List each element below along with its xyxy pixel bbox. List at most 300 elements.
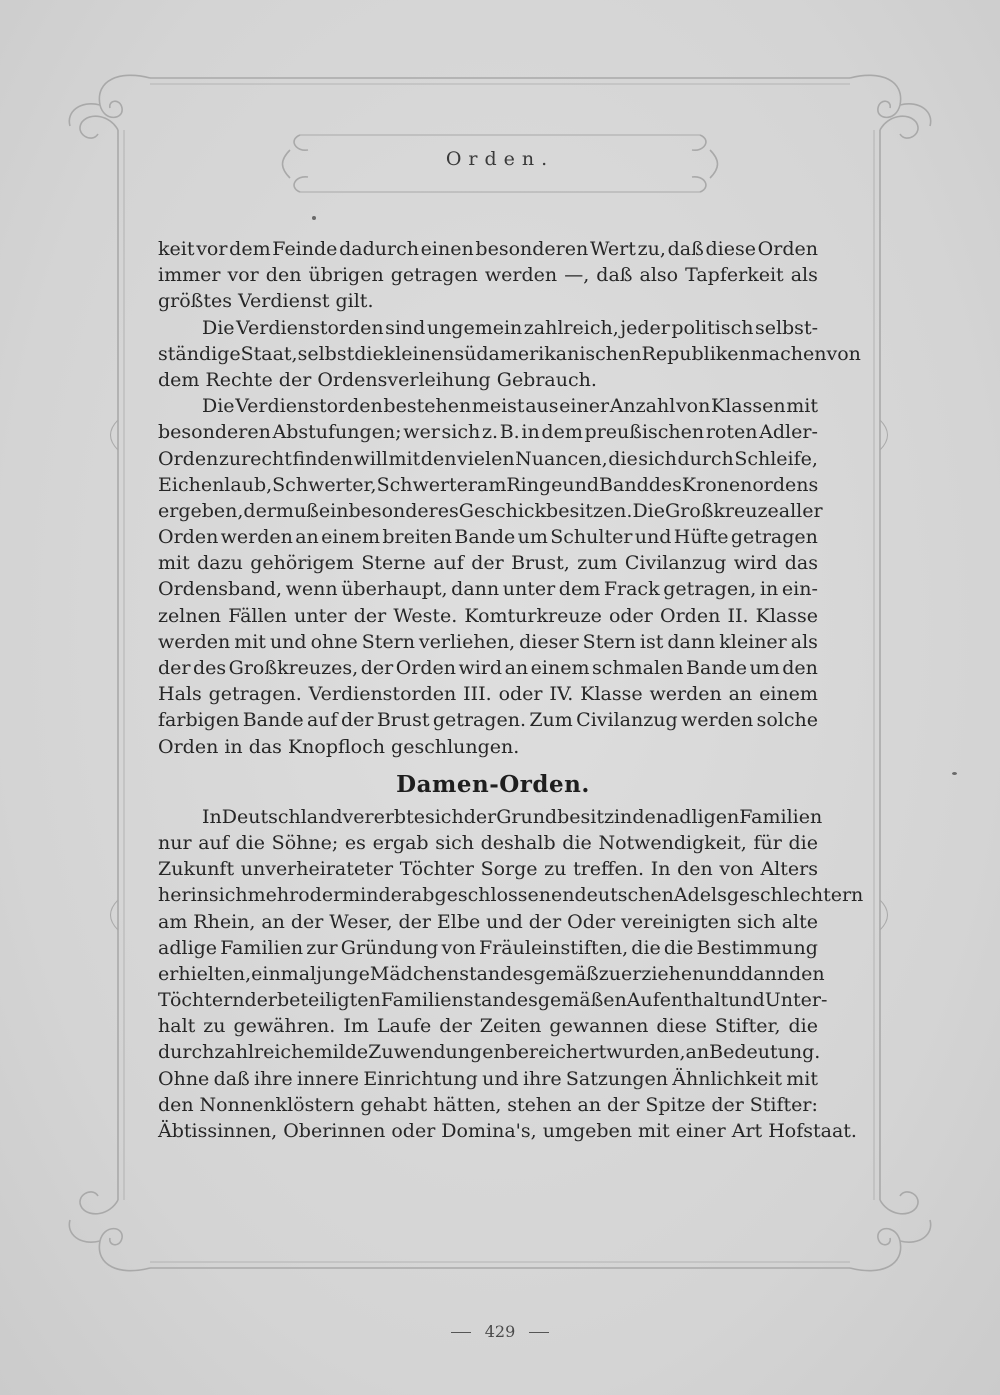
- word: Grundbesitz: [496, 805, 614, 828]
- word: werden: [649, 683, 722, 706]
- word: von: [441, 936, 476, 959]
- word: Kronenordens: [681, 473, 819, 496]
- word: In: [202, 805, 222, 828]
- text-line: [158, 882, 864, 908]
- text-line: [158, 550, 818, 576]
- text-line: [158, 341, 861, 367]
- word: auf: [198, 831, 229, 854]
- word: werden: [220, 526, 293, 549]
- word: Aufenthalt: [626, 989, 729, 1012]
- word: Zeiten: [479, 1015, 542, 1038]
- word: selbst-: [754, 316, 818, 339]
- word: Wert: [589, 238, 636, 260]
- word: gehabt: [360, 1093, 428, 1116]
- text-line: [158, 1013, 818, 1039]
- word: übrigen: [308, 264, 384, 287]
- word: Fällen: [228, 604, 288, 627]
- word: den: [782, 657, 818, 679]
- word: Ringe: [506, 473, 563, 496]
- word: also: [639, 264, 679, 287]
- word: Großkreuzes,: [228, 657, 359, 679]
- word: alte: [781, 910, 818, 933]
- word: besonderes: [348, 499, 459, 522]
- word: Alters: [760, 858, 818, 881]
- text-line: [158, 419, 818, 445]
- text-line: [158, 681, 818, 707]
- text-line: [158, 524, 818, 550]
- word: Schleife,: [734, 447, 818, 470]
- word: an: [577, 1093, 602, 1116]
- word: B.: [499, 421, 520, 444]
- word: gewähren.: [233, 1015, 336, 1038]
- word: der: [360, 657, 394, 679]
- word: sich: [424, 805, 464, 828]
- word: kleinen: [383, 342, 455, 365]
- word: milde: [314, 1041, 369, 1064]
- word: mehr: [247, 884, 299, 907]
- word: die: [354, 342, 384, 365]
- word: überhaupt,: [341, 578, 448, 601]
- word: her: [158, 884, 191, 907]
- word: auf: [433, 552, 464, 575]
- word: Frack: [603, 578, 660, 601]
- word: treffen.: [573, 858, 645, 881]
- word: der: [243, 499, 276, 522]
- word: die: [562, 831, 592, 854]
- text-line: [158, 498, 823, 524]
- word: beteiligten: [276, 989, 381, 1012]
- word: die: [235, 831, 265, 854]
- word: zur: [306, 936, 338, 959]
- word: Orden: [158, 526, 219, 549]
- word: den: [158, 1093, 194, 1116]
- word: dieser: [519, 630, 579, 653]
- word: Ähnlichkeit: [672, 1067, 782, 1090]
- print-speck: [952, 772, 957, 775]
- word: von: [826, 342, 861, 365]
- word: südamerikanischen: [454, 342, 642, 365]
- word: sich: [208, 884, 248, 907]
- word: einer: [559, 395, 610, 418]
- text-line: [158, 262, 818, 288]
- word: zahlreiche: [214, 1041, 315, 1064]
- text-line: [158, 830, 818, 856]
- word: preußischen: [584, 421, 705, 444]
- text-line: [158, 804, 823, 830]
- word: Brust,: [511, 552, 570, 575]
- word: vor: [227, 264, 259, 287]
- word: Eichenlaub,: [158, 473, 273, 496]
- word: Band: [599, 473, 649, 496]
- word: unverheirateter: [240, 858, 394, 881]
- text-line: [158, 393, 818, 419]
- word: selbst: [297, 342, 355, 365]
- word: Oder: [567, 910, 616, 933]
- word: Deutschland: [221, 805, 343, 828]
- word: um: [749, 657, 780, 679]
- word: standesgemäßen: [463, 989, 627, 1012]
- word: ergeben,: [158, 499, 244, 522]
- word: jeder: [620, 316, 670, 339]
- word: z.: [481, 421, 498, 444]
- word: Weste.: [393, 604, 458, 627]
- dash-left: [451, 1332, 471, 1333]
- word: Zuwendungen: [368, 1041, 506, 1064]
- word: gehörigem: [250, 552, 354, 575]
- word: der: [290, 910, 324, 933]
- word: den: [265, 264, 302, 287]
- word: als: [790, 630, 818, 653]
- word: getragen: [390, 264, 478, 287]
- text-line: [158, 935, 818, 961]
- word: diese: [705, 238, 756, 260]
- word: ein-: [781, 578, 818, 601]
- word: vor: [196, 238, 228, 260]
- word: Orden: [395, 657, 456, 679]
- word: zu: [544, 858, 567, 881]
- word: das: [784, 552, 818, 575]
- text-line: [158, 446, 818, 472]
- word: dann: [451, 578, 500, 601]
- word: mit: [786, 395, 818, 418]
- word: und: [704, 962, 742, 985]
- word: und: [486, 910, 523, 933]
- word: von: [675, 395, 711, 418]
- word: bereichert: [505, 1041, 607, 1064]
- word: des: [648, 473, 682, 496]
- word: die: [788, 831, 818, 854]
- word: farbigen: [158, 709, 240, 732]
- word: ein: [318, 499, 349, 522]
- word: Fräuleinstiften,: [479, 936, 629, 959]
- paragraph: [158, 804, 864, 1144]
- word: um: [517, 526, 548, 549]
- text-line: Äbtissinnen, Oberinnen oder Domina's, umgeben mit einer Art Hofstaat.: [158, 1120, 857, 1142]
- word: Civilanzug: [624, 552, 727, 575]
- word: daß: [213, 1067, 250, 1090]
- word: in: [613, 805, 633, 828]
- word: kleiner: [719, 630, 787, 653]
- word: Verdienstorden: [308, 683, 457, 706]
- word: Komturkreuze: [464, 604, 602, 627]
- word: Töchter: [399, 858, 474, 881]
- word: mit: [786, 1067, 818, 1090]
- word: am: [158, 910, 188, 933]
- word: breiten: [382, 526, 453, 549]
- word: die: [788, 1015, 818, 1038]
- word: zelnen: [158, 604, 222, 627]
- word: und: [634, 526, 672, 549]
- word: Laufe: [376, 1015, 432, 1038]
- word: Abstufungen;: [272, 421, 402, 444]
- word: des: [193, 657, 227, 679]
- word: in: [190, 884, 209, 907]
- word: in: [759, 578, 779, 601]
- paragraphs-before: [158, 236, 861, 760]
- word: Gründung: [340, 936, 439, 959]
- text-line: [158, 987, 828, 1013]
- word: Mädchen: [369, 962, 460, 985]
- word: durch: [158, 1041, 215, 1064]
- word: Einrichtung: [363, 1067, 478, 1090]
- word: sich: [638, 447, 677, 470]
- word: es: [344, 831, 366, 854]
- word: stehen: [507, 1093, 572, 1116]
- word: dadurch: [339, 238, 419, 260]
- text-line: [158, 909, 818, 935]
- word: meist: [471, 395, 525, 418]
- word: vielen: [456, 447, 515, 470]
- word: Bande: [686, 657, 747, 679]
- page-number-block: [0, 1322, 1000, 1341]
- word: getragen: [730, 526, 818, 549]
- text-line: [158, 603, 818, 629]
- text-line: [158, 1092, 818, 1118]
- word: wurden,: [606, 1041, 686, 1064]
- word: solche: [756, 709, 818, 732]
- word: Nonnenklöstern: [199, 1093, 355, 1116]
- word: ist: [639, 630, 664, 653]
- word: als: [790, 264, 818, 287]
- word: Weser,: [329, 910, 393, 933]
- word: In: [650, 858, 671, 881]
- word: deutschen: [574, 884, 674, 907]
- word: erziehen: [621, 962, 705, 985]
- word: aller: [778, 499, 823, 522]
- word: Bande: [454, 526, 516, 549]
- word: zu: [598, 962, 622, 985]
- word: Sterne: [361, 552, 426, 575]
- text-line: [158, 629, 818, 655]
- word: vereinigten: [621, 910, 732, 933]
- word: werden: [681, 709, 754, 732]
- word: deshalb: [480, 831, 556, 854]
- word: einem: [321, 526, 380, 549]
- text-line: Orden in das Knopfloch geschlungen.: [158, 735, 520, 758]
- word: Großkreuze: [665, 499, 779, 522]
- word: Satzungen: [565, 1067, 668, 1090]
- word: der: [398, 910, 431, 933]
- word: Nuancen,: [515, 447, 608, 470]
- word: Bande: [242, 709, 304, 732]
- word: Bestimmung: [696, 936, 818, 959]
- text-line: [158, 856, 818, 882]
- word: der: [471, 552, 504, 575]
- word: machen: [750, 342, 827, 365]
- word: ergab: [372, 831, 429, 854]
- word: Verdienstorden: [236, 316, 384, 339]
- word: Ordensband,: [158, 578, 282, 601]
- text-line: [158, 472, 818, 498]
- word: dem: [541, 421, 583, 444]
- word: zurecht: [218, 447, 292, 470]
- word: getragen,: [663, 578, 757, 601]
- word: wer: [403, 421, 440, 444]
- word: sich: [435, 831, 474, 854]
- word: Feinde: [272, 238, 338, 260]
- word: von: [719, 858, 754, 881]
- word: der: [353, 604, 387, 627]
- word: der: [463, 805, 497, 828]
- word: zu: [203, 1015, 226, 1038]
- word: werden: [484, 264, 558, 287]
- word: Schulter: [550, 526, 633, 549]
- word: —,: [564, 264, 590, 287]
- word: politisch: [671, 316, 754, 339]
- word: die: [608, 447, 638, 470]
- word: muß: [275, 499, 319, 522]
- word: Unter-: [764, 989, 828, 1012]
- word: adligen: [667, 805, 740, 828]
- word: Staat,: [240, 342, 298, 365]
- word: der: [158, 657, 191, 679]
- word: besonderen: [475, 238, 589, 260]
- word: Stern: [582, 630, 636, 653]
- word: Ohne: [158, 1067, 210, 1090]
- word: für: [753, 831, 782, 854]
- word: dem: [558, 578, 601, 601]
- word: oder: [298, 884, 343, 907]
- word: der: [528, 910, 562, 933]
- word: abgeschlossenen: [410, 884, 575, 907]
- word: der: [340, 709, 374, 732]
- word: Zum: [529, 709, 573, 732]
- word: an: [504, 657, 529, 679]
- word: die: [631, 936, 661, 959]
- word: den: [677, 858, 713, 881]
- word: Brust: [376, 709, 430, 732]
- word: am: [477, 473, 507, 496]
- word: Klassen: [711, 395, 786, 418]
- word: ohne: [310, 630, 358, 653]
- word: und: [269, 630, 307, 653]
- text-line: [158, 236, 818, 262]
- word: einmal: [251, 962, 317, 985]
- word: Republiken: [641, 342, 751, 365]
- word: Die: [202, 316, 235, 339]
- word: Schwerter: [376, 473, 478, 496]
- text-line: [158, 1039, 821, 1065]
- word: an: [261, 910, 285, 933]
- paragraph: [158, 236, 818, 315]
- word: Bedeutung.: [709, 1041, 821, 1064]
- word: diese: [656, 1015, 707, 1038]
- word: mit: [388, 447, 421, 470]
- word: keit: [158, 238, 195, 260]
- word: wird: [458, 657, 503, 679]
- text-line: [158, 961, 825, 987]
- word: dazu: [197, 552, 243, 575]
- word: der: [244, 989, 277, 1012]
- word: Adler-: [759, 421, 818, 444]
- dash-right: [529, 1332, 549, 1333]
- word: minder: [342, 884, 411, 907]
- word: durch: [677, 447, 734, 470]
- word: Anzahl: [609, 395, 676, 418]
- word: Verdienstorden: [235, 395, 383, 418]
- word: innere: [296, 1067, 360, 1090]
- word: Zukunft: [158, 858, 235, 881]
- word: den: [420, 447, 457, 470]
- word: Adelsgeschlechtern: [673, 884, 864, 907]
- word: verliehen,: [418, 630, 516, 653]
- word: getragen.: [432, 709, 526, 732]
- word: dann: [741, 962, 790, 985]
- word: Notwendigkeit,: [598, 831, 747, 854]
- word: junge: [316, 962, 370, 985]
- word: will: [353, 447, 389, 470]
- text-line: dem Rechte der Ordensverleihung Gebrauch.: [158, 368, 597, 391]
- text-line: [158, 1066, 818, 1092]
- paragraph: [158, 393, 823, 760]
- word: Familien: [739, 805, 823, 828]
- word: einen: [420, 238, 474, 260]
- word: der: [439, 1015, 472, 1038]
- word: den: [789, 962, 825, 985]
- word: aus: [525, 395, 559, 418]
- word: roten: [705, 421, 758, 444]
- word: erhielten,: [158, 962, 252, 985]
- paragraph: [158, 315, 861, 394]
- word: ständige: [158, 342, 241, 365]
- word: getragen.: [208, 683, 302, 706]
- word: ihre: [254, 1067, 293, 1090]
- word: Klasse: [755, 604, 818, 627]
- word: Familien: [220, 936, 304, 959]
- word: daß: [667, 238, 704, 260]
- word: ungemein: [426, 316, 523, 339]
- word: wird: [733, 552, 778, 575]
- word: Tapferkeit: [685, 264, 784, 287]
- text-line: größtes Verdienst gilt.: [158, 290, 374, 313]
- word: sich: [737, 910, 776, 933]
- word: bestehen: [383, 395, 472, 418]
- word: unter: [294, 604, 347, 627]
- word: Schwerter,: [272, 473, 377, 496]
- word: den: [632, 805, 668, 828]
- word: unter: [502, 578, 556, 601]
- word: an: [295, 526, 319, 549]
- running-head: Orden.: [445, 148, 555, 170]
- word: II.: [727, 604, 749, 627]
- word: Geschick: [458, 499, 547, 522]
- word: zahlreich,: [523, 316, 619, 339]
- word: an: [685, 1041, 710, 1064]
- word: Civilanzug: [576, 709, 678, 732]
- word: Orden: [757, 238, 818, 260]
- word: auf: [306, 709, 338, 732]
- word: Die: [632, 499, 666, 522]
- word: halt: [158, 1015, 196, 1038]
- page-number: 429: [484, 1322, 516, 1341]
- word: Orden: [158, 447, 219, 470]
- word: Elbe: [436, 910, 481, 933]
- word: adlige: [158, 936, 218, 959]
- word: Familien: [380, 989, 464, 1012]
- word: zum: [577, 552, 618, 575]
- word: Hals: [158, 683, 202, 706]
- body-text: [158, 236, 864, 1144]
- word: IV.: [549, 683, 574, 706]
- word: Stern: [361, 630, 415, 653]
- word: Stifter:: [749, 1093, 818, 1116]
- word: nur: [158, 831, 192, 854]
- word: und: [562, 473, 600, 496]
- word: und: [482, 1067, 519, 1090]
- print-speck: [312, 216, 316, 220]
- word: der: [711, 1093, 744, 1116]
- word: dem: [229, 238, 271, 260]
